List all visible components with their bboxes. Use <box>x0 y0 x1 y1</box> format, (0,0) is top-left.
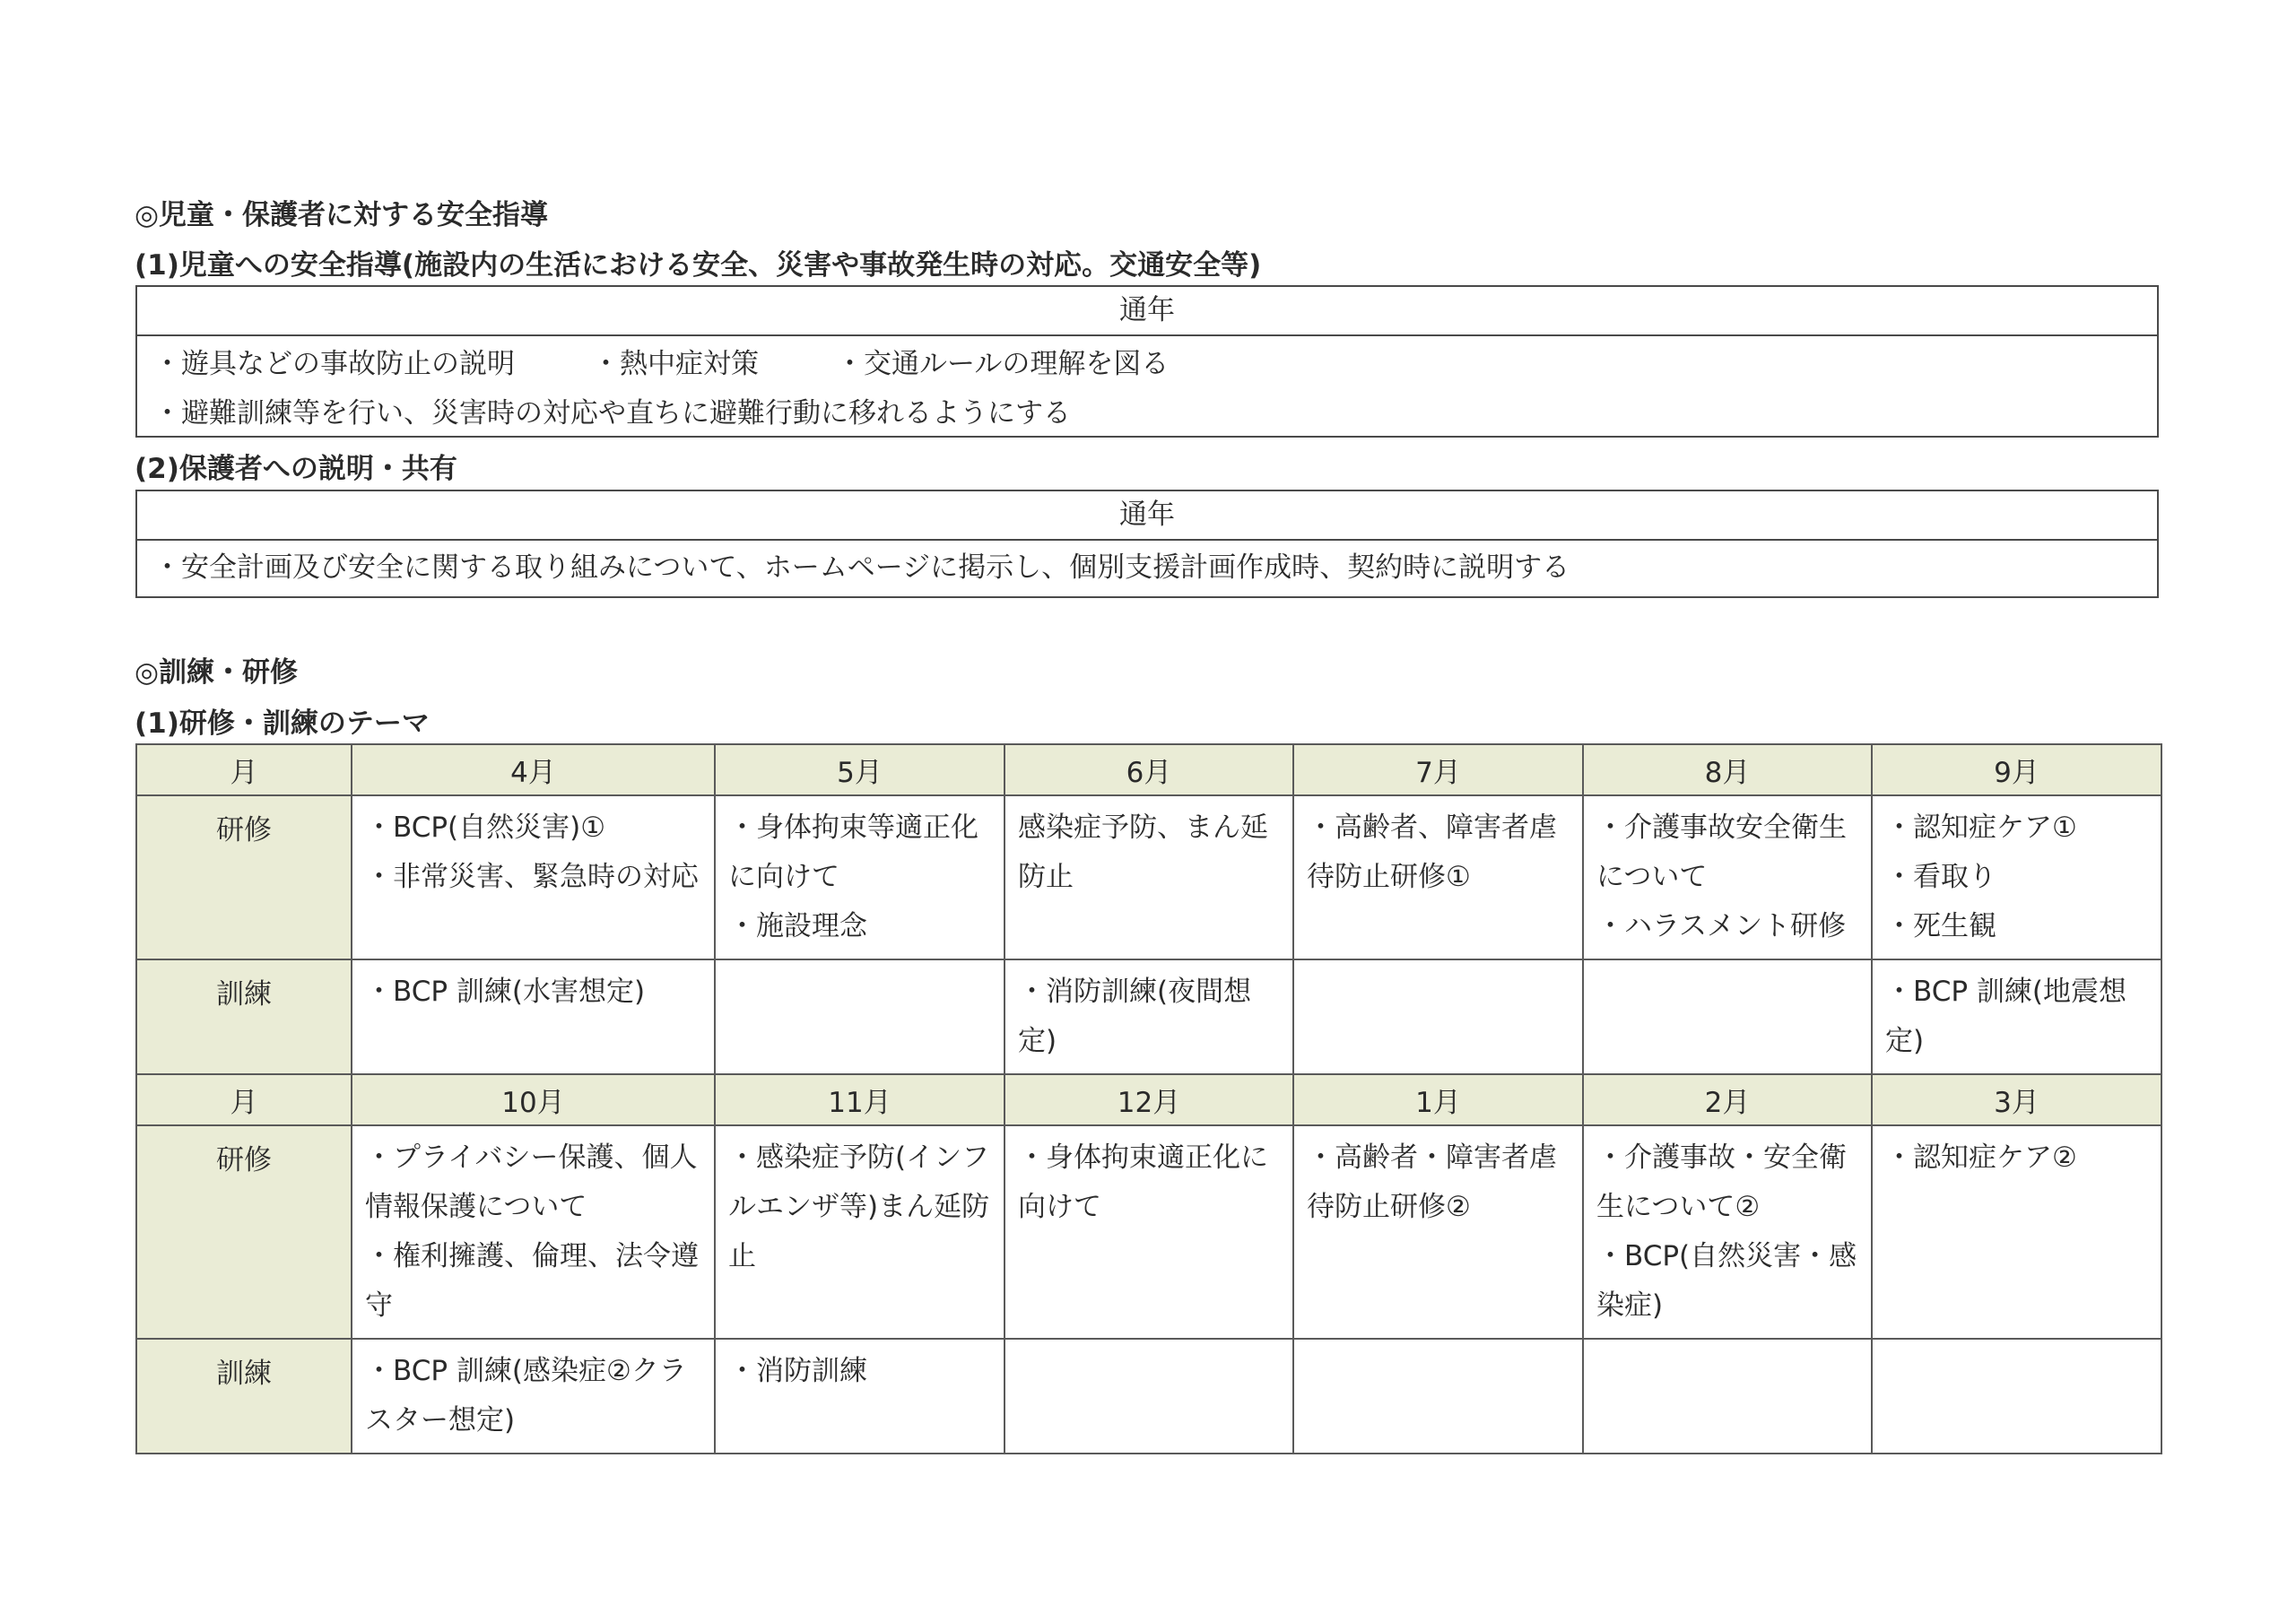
parent-sharing-body <box>137 541 2157 591</box>
month-header: 12月 <box>1004 1074 1293 1125</box>
month-label: 月 <box>136 1074 352 1125</box>
drill-cell-empty <box>1004 1339 1293 1454</box>
child-guidance-line-2: ・避難訓練等を行い、災害時の対応や直ちに避難行動に移れるようにする <box>153 397 1071 430</box>
training-cell <box>715 795 1004 959</box>
month-header: 7月 <box>1293 744 1583 795</box>
training-cell <box>1872 1125 2161 1339</box>
training-item: ・BCP(自然災害・感染症) <box>1596 1240 1857 1322</box>
training-label: 研修 <box>136 1125 352 1339</box>
month-header: 5月 <box>715 744 1004 795</box>
child-guidance-header: 通年 <box>137 287 2157 336</box>
month-header: 9月 <box>1872 744 2161 795</box>
training-item: ・BCP(自然災害)① <box>365 812 606 844</box>
training-item: ・認知症ケア② <box>1885 1141 2077 1174</box>
drill-cell-empty <box>1583 1339 1872 1454</box>
month-label: 月 <box>136 744 352 795</box>
item-heatstroke: ・熱中症対策 <box>592 348 759 380</box>
training-cell <box>1583 795 1872 959</box>
training-item: ・認知症ケア① <box>1885 812 2077 844</box>
training-cell <box>1004 795 1293 959</box>
training-item: ・介護事故・安全衛生について② <box>1596 1141 1847 1223</box>
drill-cell-empty <box>715 959 1004 1074</box>
parent-sharing-box <box>135 490 2159 598</box>
child-guidance-line-1 <box>153 340 2157 389</box>
subsection-title-parent-sharing: (2)保護者への説明・共有 <box>135 453 457 485</box>
training-item: ・感染症予防(インフルエンザ等)まん延防止 <box>728 1141 990 1272</box>
training-cell <box>1872 795 2161 959</box>
drill-cell <box>1004 959 1293 1074</box>
drill-cell-empty <box>1293 1339 1583 1454</box>
training-cell <box>1583 1125 1872 1339</box>
month-header: 10月 <box>352 1074 715 1125</box>
month-header: 8月 <box>1583 744 1872 795</box>
training-item: ・身体拘束適正化に向けて <box>1018 1141 1268 1223</box>
drill-cell <box>352 1339 715 1454</box>
training-label: 研修 <box>136 795 352 959</box>
training-item: ・介護事故安全衛生について <box>1596 812 1847 893</box>
section-title-training: ◎訓練・研修 <box>135 656 299 689</box>
training-item: ・プライバシー保護、個人情報保護について <box>365 1141 698 1223</box>
training-item: ・ハラスメント研修 <box>1596 910 1847 942</box>
subsection-title-child-guidance: (1)児童への安全指導(施設内の生活における安全、災害や事故発生時の対応。交通安全等) <box>135 249 1262 282</box>
month-header: 3月 <box>1872 1074 2161 1125</box>
training-cell <box>1004 1125 1293 1339</box>
training-item: ・施設理念 <box>728 910 867 942</box>
training-item: ・死生観 <box>1885 910 1996 942</box>
training-cell <box>352 1125 715 1339</box>
parent-sharing-header: 通年 <box>137 491 2157 541</box>
parent-sharing-line-1: ・安全計画及び安全に関する取り組みについて、ホームページに掲示し、個別支援計画作成時、契約時に説明する <box>153 551 1570 584</box>
subsection-title-training-themes: (1)研修・訓練のテーマ <box>135 707 430 740</box>
drill-cell <box>715 1339 1004 1454</box>
training-row-first-half <box>136 795 2161 959</box>
month-row-second-half <box>136 1074 2161 1125</box>
month-header: 4月 <box>352 744 715 795</box>
drill-item: ・BCP 訓練(感染症②クラスター想定) <box>365 1355 687 1436</box>
drill-row-second-half <box>136 1339 2161 1454</box>
drill-item: ・消防訓練 <box>728 1355 867 1387</box>
training-cell <box>352 795 715 959</box>
section-title-safety-guidance: ◎児童・保護者に対する安全指導 <box>135 199 549 231</box>
drill-label: 訓練 <box>136 1339 352 1454</box>
drill-cell-empty <box>1872 1339 2161 1454</box>
training-item: ・看取り <box>1885 861 1996 893</box>
training-item: ・非常災害、緊急時の対応 <box>365 861 699 893</box>
month-row-first-half <box>136 744 2161 795</box>
drill-cell-empty <box>1583 959 1872 1074</box>
child-guidance-body <box>137 336 2157 438</box>
training-row-second-half <box>136 1125 2161 1339</box>
training-cell <box>715 1125 1004 1339</box>
drill-row-first-half <box>136 959 2161 1074</box>
item-traffic-rules: ・交通ルールの理解を図る <box>836 348 1170 380</box>
month-header: 11月 <box>715 1074 1004 1125</box>
drill-item: ・BCP 訓練(水害想定) <box>365 976 646 1008</box>
training-schedule-table <box>135 743 2162 1454</box>
training-item: ・身体拘束等適正化に向けて <box>728 812 978 893</box>
drill-item: ・消防訓練(夜間想定) <box>1018 976 1252 1057</box>
month-header: 1月 <box>1293 1074 1583 1125</box>
training-cell <box>1293 795 1583 959</box>
child-guidance-box <box>135 285 2159 438</box>
training-item: ・権利擁護、倫理、法令遵守 <box>365 1240 699 1322</box>
drill-label: 訓練 <box>136 959 352 1074</box>
training-item: 感染症予防、まん延防止 <box>1018 812 1268 893</box>
drill-cell <box>352 959 715 1074</box>
drill-item: ・BCP 訓練(地震想定) <box>1885 976 2127 1057</box>
month-header: 6月 <box>1004 744 1293 795</box>
item-playground-accident: ・遊具などの事故防止の説明 <box>153 348 515 380</box>
month-header: 2月 <box>1583 1074 1872 1125</box>
training-item: ・高齢者・障害者虐待防止研修② <box>1307 1141 1557 1223</box>
training-cell <box>1293 1125 1583 1339</box>
drill-cell-empty <box>1293 959 1583 1074</box>
training-item: ・高齢者、障害者虐待防止研修① <box>1307 812 1557 893</box>
drill-cell <box>1872 959 2161 1074</box>
